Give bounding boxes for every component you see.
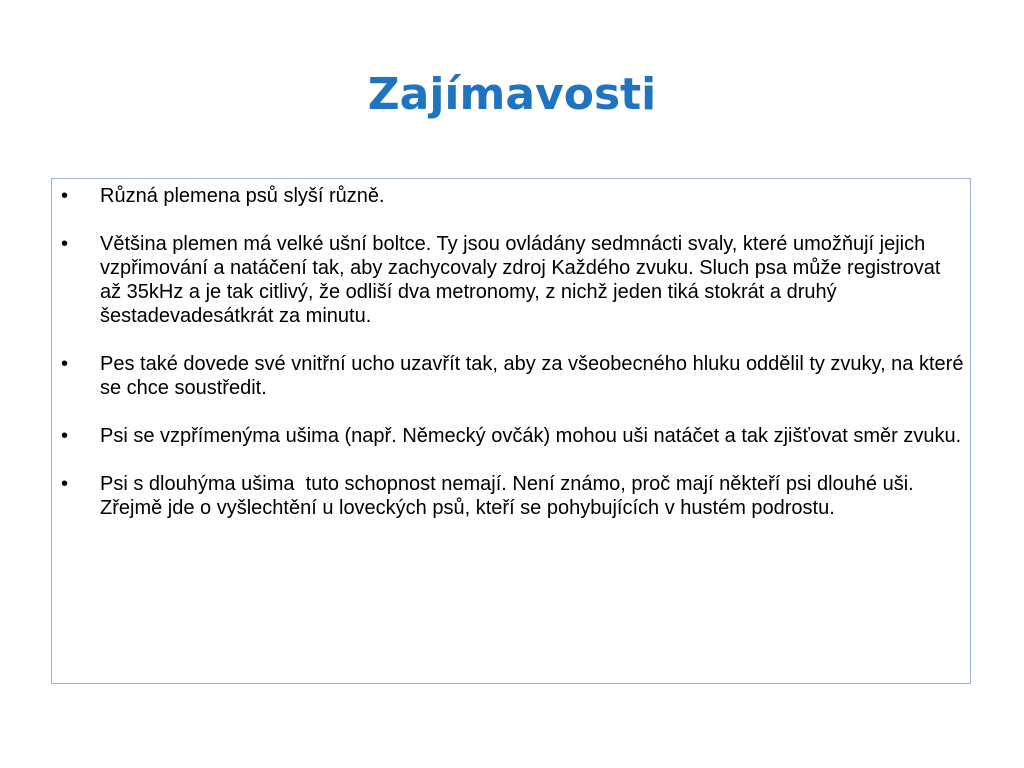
bullet-icon: • <box>61 185 69 207</box>
bullet-list <box>52 184 970 544</box>
bullet-text: Pes také dovede své vnitřní ucho uzavřít tak, aby za všeobecného hluku oddělil ty zvuky, na které se chce soustředit. <box>100 353 970 399</box>
bullet-item <box>52 352 970 400</box>
bullet-icon: • <box>61 473 69 495</box>
bullet-icon: • <box>61 425 69 447</box>
bullet-icon: • <box>61 353 69 375</box>
bullet-text: Většina plemen má velké ušní boltce. Ty jsou ovládány sedmnácti svaly, které umožňují jejich vzpřimování a natáčení tak, aby zachycovaly zdroj Každého zvuku. Sluch psa může registrovat až 35kHz a je tak citlivý, že odliší dva metronomy, z nichž jeden tiká stokrát a druhý šestadevadesátkrát za minutu. <box>100 233 946 327</box>
bullet-item <box>52 472 967 520</box>
bullet-text: Různá plemena psů slyší různě. <box>100 185 385 207</box>
bullet-text: Psi s dlouhýma ušima tuto schopnost nemají. Není známo, proč mají někteří psi dlouhé uši. Zřejmě jde o vyšlechtění u loveckých psů, kteří se pohybujících v hustém podrostu. <box>100 473 920 519</box>
bullet-item <box>52 232 967 328</box>
bullet-icon: • <box>61 233 69 255</box>
slide-title: Zajímavosti <box>367 69 657 120</box>
bullet-item <box>52 424 967 448</box>
bullet-item <box>52 184 967 208</box>
content-box <box>51 178 971 684</box>
bullet-text: Psi se vzpřímenýma ušima (např. Německý ovčák) mohou uši natáčet a tak zjišťovat směr zvuku. <box>100 425 962 447</box>
